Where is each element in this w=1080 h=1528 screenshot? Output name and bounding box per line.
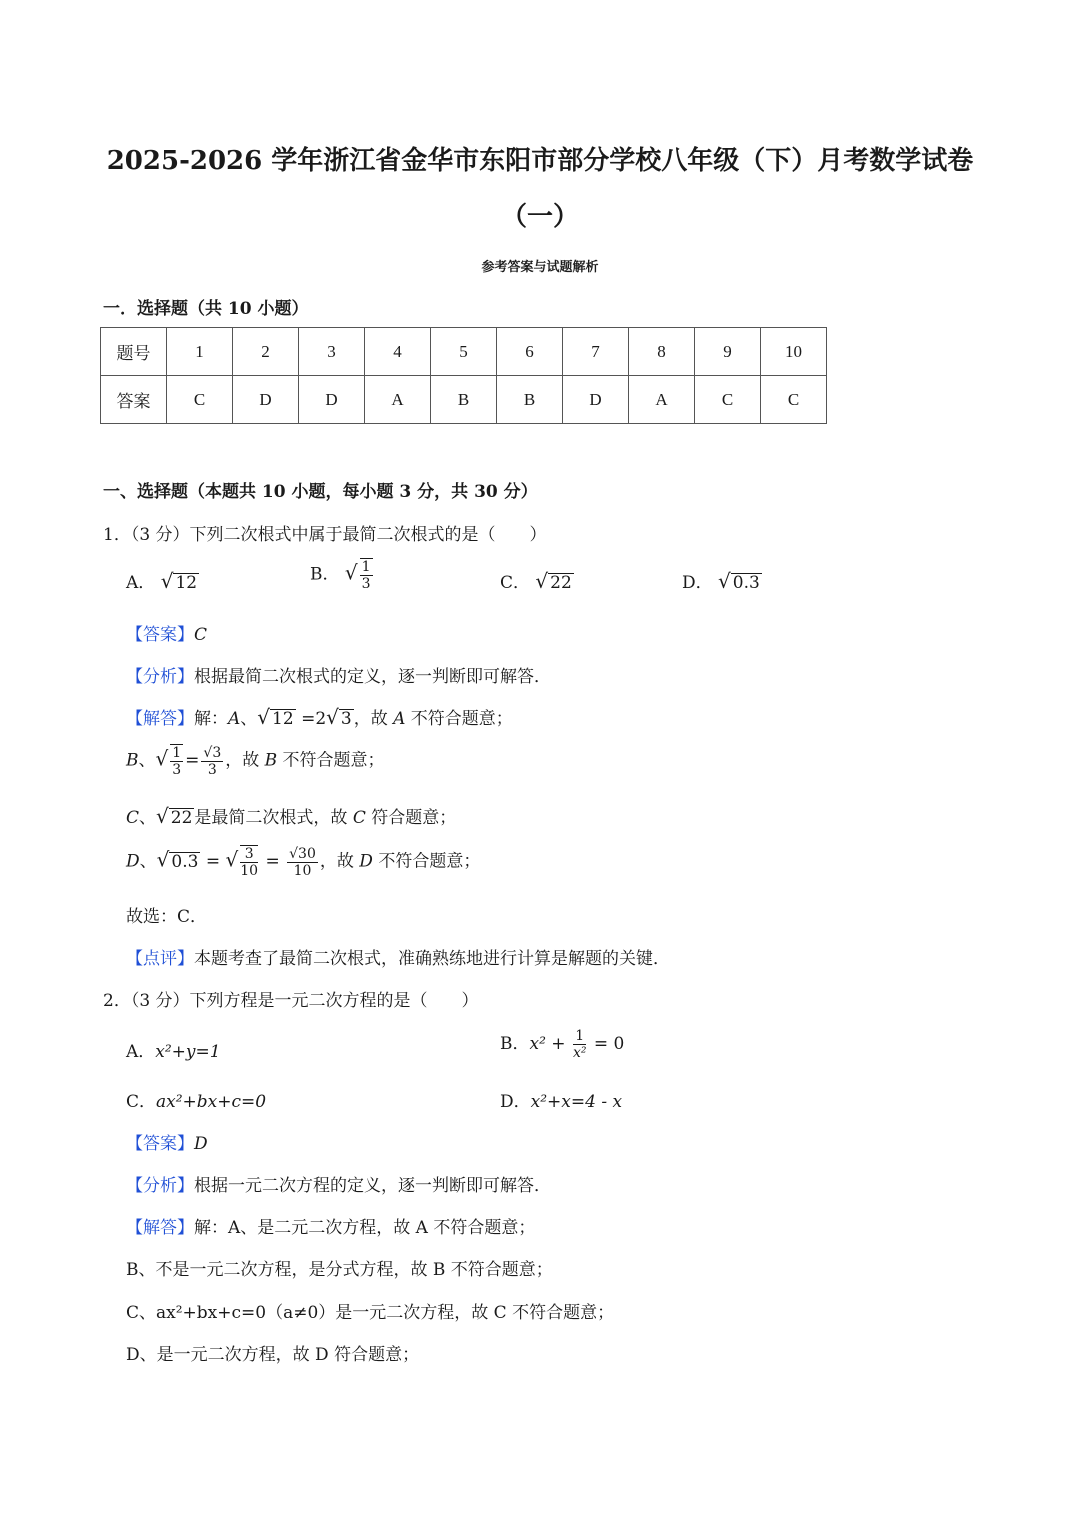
denominator: 3 bbox=[172, 762, 182, 779]
radicand: 22 bbox=[170, 808, 193, 828]
table-cell-answer: B bbox=[431, 376, 497, 424]
answer-table bbox=[100, 327, 827, 424]
option-label: C． bbox=[500, 573, 531, 593]
sqrt-icon: √ bbox=[225, 847, 239, 872]
q2-solution-d: D、是一元二次方程，故 D 符合题意； bbox=[126, 1345, 420, 1365]
text: 、 bbox=[240, 709, 258, 729]
option-label: C． bbox=[126, 1092, 157, 1112]
q1-choose: 故选：C． bbox=[126, 907, 208, 927]
text: 、 bbox=[139, 808, 157, 828]
sqrt-icon: √ bbox=[535, 569, 549, 593]
table-cell-label: 题号 bbox=[101, 328, 167, 376]
table-cell-number: 8 bbox=[629, 328, 695, 376]
fraction bbox=[240, 845, 258, 879]
text: B bbox=[264, 750, 278, 771]
answer-table-answer-row bbox=[101, 376, 827, 424]
table-cell-answer: B bbox=[497, 376, 563, 424]
denominator: x² bbox=[572, 1045, 587, 1062]
q2-option-c bbox=[126, 1087, 266, 1112]
numerator: 1 bbox=[573, 1028, 587, 1045]
q1-analysis bbox=[126, 662, 551, 687]
radicand: 0.3 bbox=[171, 851, 199, 872]
option-text: x²+x=4 - x bbox=[530, 1092, 623, 1112]
q1-solution-b bbox=[126, 744, 385, 778]
question-2-stem: 2．（3 分）下列方程是一元二次方程的是（ ） bbox=[103, 991, 479, 1011]
text: = bbox=[260, 851, 286, 872]
table-cell-number: 5 bbox=[431, 328, 497, 376]
text: = bbox=[200, 851, 226, 872]
q1-option-d bbox=[682, 568, 762, 593]
text: 符合题意； bbox=[365, 808, 457, 828]
answer-value: D bbox=[194, 1134, 208, 1154]
table-cell-number: 2 bbox=[233, 328, 299, 376]
q2-solution-a bbox=[126, 1213, 535, 1238]
q1-solution-c bbox=[126, 803, 456, 828]
q2-analysis bbox=[126, 1171, 551, 1196]
radicand: 22 bbox=[550, 573, 572, 593]
q1-option-a bbox=[126, 568, 199, 593]
q2-answer bbox=[126, 1129, 208, 1154]
answer-table-number-row bbox=[101, 328, 827, 376]
option-text: = 0 bbox=[588, 1034, 625, 1055]
numerator: 1 bbox=[361, 559, 371, 575]
table-cell-number: 4 bbox=[365, 328, 431, 376]
text: 是最简二次根式，故 bbox=[194, 808, 353, 828]
answer-tag: 【答案】 bbox=[126, 1134, 194, 1154]
solution-text: 解：A、是二元二次方程，故 A 不符合题意； bbox=[194, 1218, 536, 1238]
radicand: 3 bbox=[340, 709, 352, 729]
table-cell-answer: C bbox=[695, 376, 761, 424]
option-label: A． bbox=[126, 1042, 156, 1062]
table-cell-number: 10 bbox=[761, 328, 827, 376]
sqrt-icon: √ bbox=[257, 705, 271, 729]
sqrt-icon: √ bbox=[344, 560, 358, 585]
analysis-text: 根据最简二次根式的定义，逐一判断即可解答． bbox=[194, 667, 551, 687]
numerator: √30 bbox=[289, 845, 316, 862]
doc-subtitle: 参考答案与试题解析 bbox=[481, 260, 599, 275]
table-cell-number: 1 bbox=[167, 328, 233, 376]
sqrt-icon: √ bbox=[160, 569, 174, 593]
q1-option-b bbox=[310, 558, 375, 592]
numerator: 3 bbox=[240, 846, 258, 863]
text: 不符合题意； bbox=[277, 750, 385, 771]
text: 、 bbox=[138, 750, 156, 771]
text: 、 bbox=[139, 851, 157, 872]
question-1-stem: 1．（3 分）下列二次根式中属于最简二次根式的是（ ） bbox=[103, 525, 547, 545]
radicand: 0.3 bbox=[732, 573, 760, 593]
analysis-tag: 【分析】 bbox=[126, 667, 194, 687]
table-cell-answer: C bbox=[761, 376, 827, 424]
text: A bbox=[228, 709, 241, 729]
solution-tag: 【解答】 bbox=[126, 709, 194, 729]
option-text: x² + bbox=[529, 1034, 571, 1055]
analysis-tag: 【分析】 bbox=[126, 1176, 194, 1196]
option-text: x²+y=1 bbox=[155, 1042, 221, 1062]
table-cell-answer: D bbox=[299, 376, 365, 424]
table-cell-answer: A bbox=[629, 376, 695, 424]
numerator: 1 bbox=[172, 745, 182, 761]
option-text: ax²+bx+c=0 bbox=[156, 1092, 267, 1112]
text: ，故 bbox=[225, 750, 265, 771]
fraction bbox=[170, 744, 183, 778]
q1-answer bbox=[126, 620, 207, 645]
answer-tag: 【答案】 bbox=[126, 625, 194, 645]
option-label: A． bbox=[126, 573, 156, 593]
text: 解： bbox=[194, 709, 228, 729]
answer-value: C bbox=[194, 625, 208, 645]
table-cell-number: 6 bbox=[497, 328, 563, 376]
q1-solution-d bbox=[126, 845, 480, 879]
table-cell-number: 3 bbox=[299, 328, 365, 376]
text: C bbox=[352, 808, 366, 828]
q2-option-d bbox=[500, 1087, 622, 1112]
q1-comment bbox=[126, 944, 670, 969]
radicand: 12 bbox=[272, 709, 294, 729]
text: 不符合题意； bbox=[372, 851, 481, 872]
table-cell-answer: D bbox=[233, 376, 299, 424]
fraction bbox=[360, 558, 373, 592]
comment-tag: 【点评】 bbox=[126, 949, 194, 969]
option-label: B． bbox=[500, 1034, 530, 1055]
sqrt-icon: √ bbox=[326, 705, 339, 729]
text: 不符合题意； bbox=[405, 709, 513, 729]
option-label: D． bbox=[500, 1092, 531, 1112]
text: B bbox=[126, 750, 139, 771]
q1-option-c bbox=[500, 568, 574, 593]
text: D bbox=[126, 851, 140, 872]
text: =2 bbox=[295, 709, 327, 729]
denominator: 3 bbox=[361, 576, 371, 593]
answer-section-heading: 一．选择题（共 10 小题） bbox=[103, 299, 309, 319]
denominator: 10 bbox=[240, 863, 259, 880]
sqrt-icon: √ bbox=[155, 746, 169, 771]
text: ，故 bbox=[319, 851, 360, 872]
analysis-text: 根据一元二次方程的定义，逐一判断即可解答． bbox=[194, 1176, 551, 1196]
fraction bbox=[287, 846, 318, 879]
sqrt-icon: √ bbox=[718, 569, 731, 593]
text: ，故 bbox=[353, 709, 394, 729]
table-cell-answer: D bbox=[563, 376, 629, 424]
table-cell-label: 答案 bbox=[101, 376, 167, 424]
denominator: 3 bbox=[207, 761, 217, 778]
doc-title-line1: 2025-2026 学年浙江省金华市东阳市部分学校八年级（下）月考数学试卷 bbox=[106, 146, 974, 176]
sqrt-icon: √ bbox=[156, 847, 170, 872]
doc-title-line2: （一） bbox=[500, 202, 579, 232]
radicand: 12 bbox=[175, 573, 198, 593]
solution-tag: 【解答】 bbox=[126, 1218, 194, 1238]
comment-text: 本题考查了最简二次根式，准确熟练地进行计算是解题的关键． bbox=[194, 949, 670, 969]
fraction bbox=[201, 745, 223, 778]
q1-solution-a bbox=[126, 704, 513, 729]
sqrt-icon: √ bbox=[156, 804, 169, 828]
text: = bbox=[185, 750, 200, 771]
choice-section-heading: 一、选择题（本题共 10 小题，每小题 3 分，共 30 分） bbox=[103, 482, 538, 502]
option-label: B． bbox=[310, 564, 340, 585]
denominator: 10 bbox=[293, 862, 312, 879]
fraction bbox=[573, 1028, 587, 1061]
q2-solution-b: B、不是一元二次方程，是分式方程，故 B 不符合题意； bbox=[126, 1260, 553, 1280]
text: A bbox=[393, 709, 406, 729]
text: C bbox=[126, 808, 140, 828]
table-cell-number: 7 bbox=[563, 328, 629, 376]
option-label: D． bbox=[682, 573, 713, 593]
numerator: √3 bbox=[203, 744, 222, 761]
text: D bbox=[359, 851, 373, 872]
table-cell-answer: C bbox=[167, 376, 233, 424]
q2-option-b bbox=[500, 1028, 624, 1061]
table-cell-number: 9 bbox=[695, 328, 761, 376]
table-cell-answer: A bbox=[365, 376, 431, 424]
q2-solution-c: C、ax²+bx+c=0（a≠0）是一元二次方程，故 C 不符合题意； bbox=[126, 1303, 615, 1323]
q2-option-a bbox=[126, 1037, 221, 1062]
